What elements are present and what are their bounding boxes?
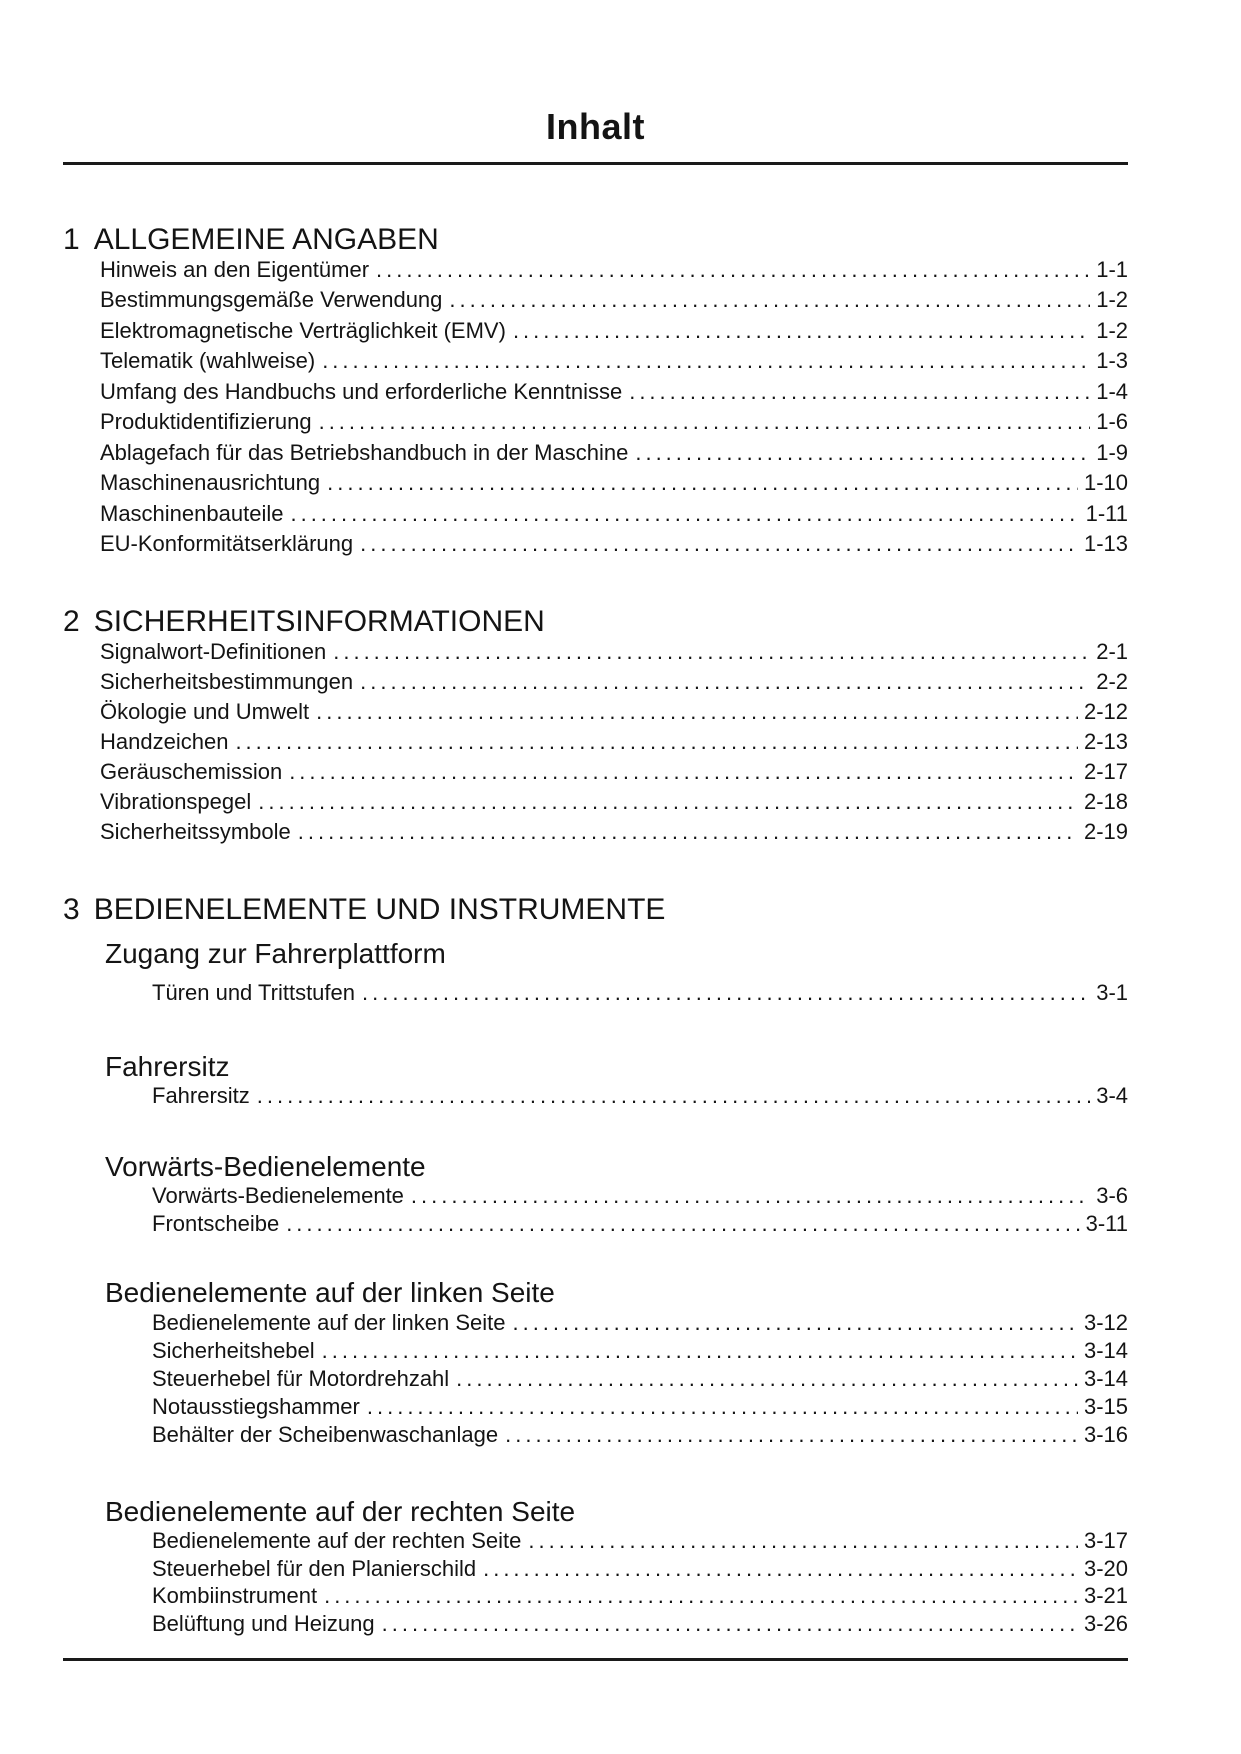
- toc-row: [63, 1182, 1128, 1210]
- toc-leader-dots: [360, 529, 1078, 560]
- toc-entry-label: Notausstiegshammer: [152, 1394, 360, 1419]
- toc-leader-dots: [512, 1309, 1077, 1337]
- subsection-heading: Bedienelemente auf der rechten Seite: [105, 1496, 576, 1527]
- toc-leader-dots: [513, 316, 1090, 347]
- toc-entry-label: Geräuschemission: [100, 758, 283, 784]
- toc-leader-dots: [290, 499, 1079, 530]
- chapter-number: 3: [63, 893, 80, 926]
- toc-entry-label: Belüftung und Heizung: [152, 1610, 375, 1636]
- chapter-title: ALLGEMEINE ANGABEN: [93, 223, 439, 256]
- toc-row: [63, 787, 1128, 817]
- toc-page-number: 3-17: [1083, 1528, 1128, 1554]
- toc-entry-label: Kombiinstrument: [152, 1583, 318, 1609]
- toc-page-number: 2-2: [1096, 668, 1128, 694]
- toc-leader-dots: [257, 1081, 1090, 1111]
- toc-entry-label: Umfang des Handbuchs und erforderliche Kenntnisse: [100, 378, 623, 404]
- toc-page-number: 2-19: [1083, 818, 1128, 844]
- toc-page-number: 2-12: [1083, 698, 1128, 724]
- toc-leader-dots: [286, 1210, 1079, 1238]
- toc-leader-dots: [367, 1393, 1078, 1421]
- toc-entry-label: Ablagefach für das Betriebshandbuch in der Maschine: [100, 439, 629, 465]
- toc-page-number: 3-14: [1083, 1366, 1128, 1391]
- toc-entry-list: [63, 255, 1128, 560]
- toc-page-number: 3-1: [1096, 980, 1128, 1005]
- toc-row: [63, 468, 1128, 499]
- toc-entry-label: Bedienelemente auf der rechten Seite: [152, 1528, 522, 1554]
- toc-entry-list: [63, 1081, 1128, 1111]
- toc-leader-dots: [528, 1527, 1078, 1555]
- toc-page-number: 3-16: [1083, 1422, 1128, 1447]
- toc-leader-dots: [324, 1582, 1078, 1610]
- toc-row: [63, 499, 1128, 530]
- toc-leader-dots: [333, 637, 1090, 667]
- toc-page-number: 1-13: [1083, 531, 1128, 557]
- toc-entry-label: Sicherheitshebel: [152, 1338, 315, 1363]
- toc-row: [63, 1309, 1128, 1337]
- toc-entry-label: Bedienelemente auf der linken Seite: [152, 1310, 506, 1335]
- toc-entry-label: Vibrationspegel: [100, 788, 252, 814]
- toc-leader-dots: [235, 727, 1078, 757]
- toc-row: [63, 1610, 1128, 1638]
- toc-entry-list: [63, 1527, 1128, 1637]
- toc-page-number: 1-11: [1085, 500, 1128, 526]
- toc-page-number: 3-6: [1096, 1183, 1128, 1208]
- toc-page-number: 1-4: [1096, 378, 1128, 404]
- toc-page-number: 3-14: [1083, 1338, 1128, 1363]
- subsection-heading: Bedienelemente auf der linken Seite: [105, 1277, 555, 1308]
- toc-page-number: 3-4: [1096, 1083, 1128, 1108]
- toc-row: [63, 1421, 1128, 1449]
- chapter-number: 1: [63, 223, 80, 256]
- toc-leader-dots: [449, 285, 1090, 316]
- chapter-title: BEDIENELEMENTE UND INSTRUMENTE: [93, 893, 666, 926]
- toc-leader-dots: [505, 1421, 1078, 1449]
- toc-entry-label: Türen und Trittstufen: [152, 980, 355, 1005]
- toc-entry-label: Ökologie und Umwelt: [100, 698, 310, 724]
- toc-page-number: 3-11: [1085, 1211, 1128, 1236]
- toc-leader-dots: [382, 1610, 1078, 1638]
- toc-page-number: 3-26: [1083, 1610, 1128, 1636]
- toc-entry-label: Steuerhebel für Motordrehzahl: [152, 1366, 450, 1391]
- toc-entry-label: Behälter der Scheibenwaschanlage: [152, 1422, 499, 1447]
- chapter-title: SICHERHEITSINFORMATIONEN: [93, 605, 545, 638]
- toc-page-number: 3-15: [1083, 1394, 1128, 1419]
- subsection-heading: Vorwärts-Bedienelemente: [105, 1151, 426, 1182]
- toc-row: [63, 1393, 1128, 1421]
- toc-entry-label: Signalwort-Definitionen: [100, 638, 327, 664]
- toc-row: [63, 346, 1128, 377]
- toc-row: [63, 1081, 1128, 1111]
- top-divider: [63, 162, 1128, 165]
- toc-row: [63, 1365, 1128, 1393]
- toc-page-number: 3-21: [1083, 1583, 1128, 1609]
- toc-row: [63, 667, 1128, 697]
- toc-page-number: 1-6: [1096, 409, 1128, 435]
- toc-entry-label: Bestimmungsgemäße Verwendung: [100, 287, 443, 313]
- toc-row: [63, 697, 1128, 727]
- toc-row: [63, 377, 1128, 408]
- toc-entry-label: Frontscheibe: [152, 1211, 280, 1236]
- toc-entry-label: Steuerhebel für den Planierschild: [152, 1555, 477, 1581]
- chapter-heading: [63, 222, 1128, 258]
- toc-entry-label: Fahrersitz: [152, 1083, 250, 1108]
- toc-leader-dots: [456, 1365, 1078, 1393]
- toc-page-number: 1-1: [1096, 256, 1128, 282]
- subsection-heading: Fahrersitz: [105, 1051, 230, 1082]
- toc-entry-list: [63, 978, 1128, 1008]
- toc-leader-dots: [635, 438, 1090, 469]
- toc-row: [63, 727, 1128, 757]
- toc-entry-label: Maschinenausrichtung: [100, 470, 321, 496]
- chapter-number: 2: [63, 605, 80, 638]
- toc-leader-dots: [483, 1555, 1078, 1583]
- toc-row: [63, 757, 1128, 787]
- toc-page-number: 2-1: [1096, 638, 1128, 664]
- toc-leader-dots: [629, 377, 1090, 408]
- toc-leader-dots: [298, 817, 1078, 847]
- toc-leader-dots: [322, 1337, 1078, 1365]
- toc-row: [63, 1582, 1128, 1610]
- toc-leader-dots: [360, 667, 1090, 697]
- toc-entry-label: EU-Konformitätserklärung: [100, 531, 354, 557]
- toc-page-number: 1-2: [1096, 317, 1128, 343]
- toc-row: [63, 255, 1128, 286]
- toc-row: [63, 1555, 1128, 1583]
- toc-row: [63, 438, 1128, 469]
- toc-row: [63, 1210, 1128, 1238]
- toc-leader-dots: [319, 407, 1091, 438]
- toc-leader-dots: [411, 1182, 1090, 1210]
- toc-content: [63, 0, 1128, 1754]
- toc-row: [63, 978, 1128, 1008]
- page-title: Inhalt: [546, 106, 645, 147]
- toc-row: [63, 316, 1128, 347]
- toc-row: [63, 1527, 1128, 1555]
- bottom-divider: [63, 1658, 1128, 1661]
- toc-page-number: 3-12: [1083, 1310, 1128, 1335]
- toc-entry-label: Handzeichen: [100, 728, 229, 754]
- toc-entry-label: Elektromagnetische Verträglichkeit (EMV): [100, 317, 506, 343]
- toc-entry-list: [63, 637, 1128, 847]
- toc-leader-dots: [362, 978, 1090, 1008]
- toc-leader-dots: [376, 255, 1090, 286]
- chapter-heading: [63, 604, 1128, 640]
- toc-entry-list: [63, 1309, 1128, 1449]
- toc-page-number: 1-10: [1083, 470, 1128, 496]
- toc-page-number: 1-2: [1096, 287, 1128, 313]
- toc-leader-dots: [258, 787, 1078, 817]
- toc-row: [63, 529, 1128, 560]
- toc-entry-label: Maschinenbauteile: [100, 500, 284, 526]
- toc-row: [63, 637, 1128, 667]
- toc-row: [63, 407, 1128, 438]
- toc-leader-dots: [316, 697, 1078, 727]
- toc-page-number: 2-13: [1083, 728, 1128, 754]
- toc-entry-label: Produktidentifizierung: [100, 409, 312, 435]
- toc-row: [63, 285, 1128, 316]
- toc-entry-label: Sicherheitssymbole: [100, 818, 291, 844]
- toc-page-number: 2-17: [1083, 758, 1128, 784]
- toc-entry-label: Sicherheitsbestimmungen: [100, 668, 354, 694]
- toc-leader-dots: [327, 468, 1078, 499]
- toc-leader-dots: [322, 346, 1090, 377]
- toc-leader-dots: [289, 757, 1078, 787]
- toc-entry-label: Hinweis an den Eigentümer: [100, 256, 370, 282]
- toc-page-number: 1-3: [1096, 348, 1128, 374]
- chapter-heading: [63, 892, 1128, 928]
- toc-row: [63, 817, 1128, 847]
- toc-entry-label: Vorwärts-Bedienelemente: [152, 1183, 404, 1208]
- toc-entry-list: [63, 1182, 1128, 1238]
- toc-page-number: 1-9: [1096, 439, 1128, 465]
- toc-entry-label: Telematik (wahlweise): [100, 348, 316, 374]
- subsection-heading: Zugang zur Fahrerplattform: [105, 938, 446, 969]
- toc-page-number: 3-20: [1083, 1555, 1128, 1581]
- toc-row: [63, 1337, 1128, 1365]
- toc-page-number: 2-18: [1083, 788, 1128, 814]
